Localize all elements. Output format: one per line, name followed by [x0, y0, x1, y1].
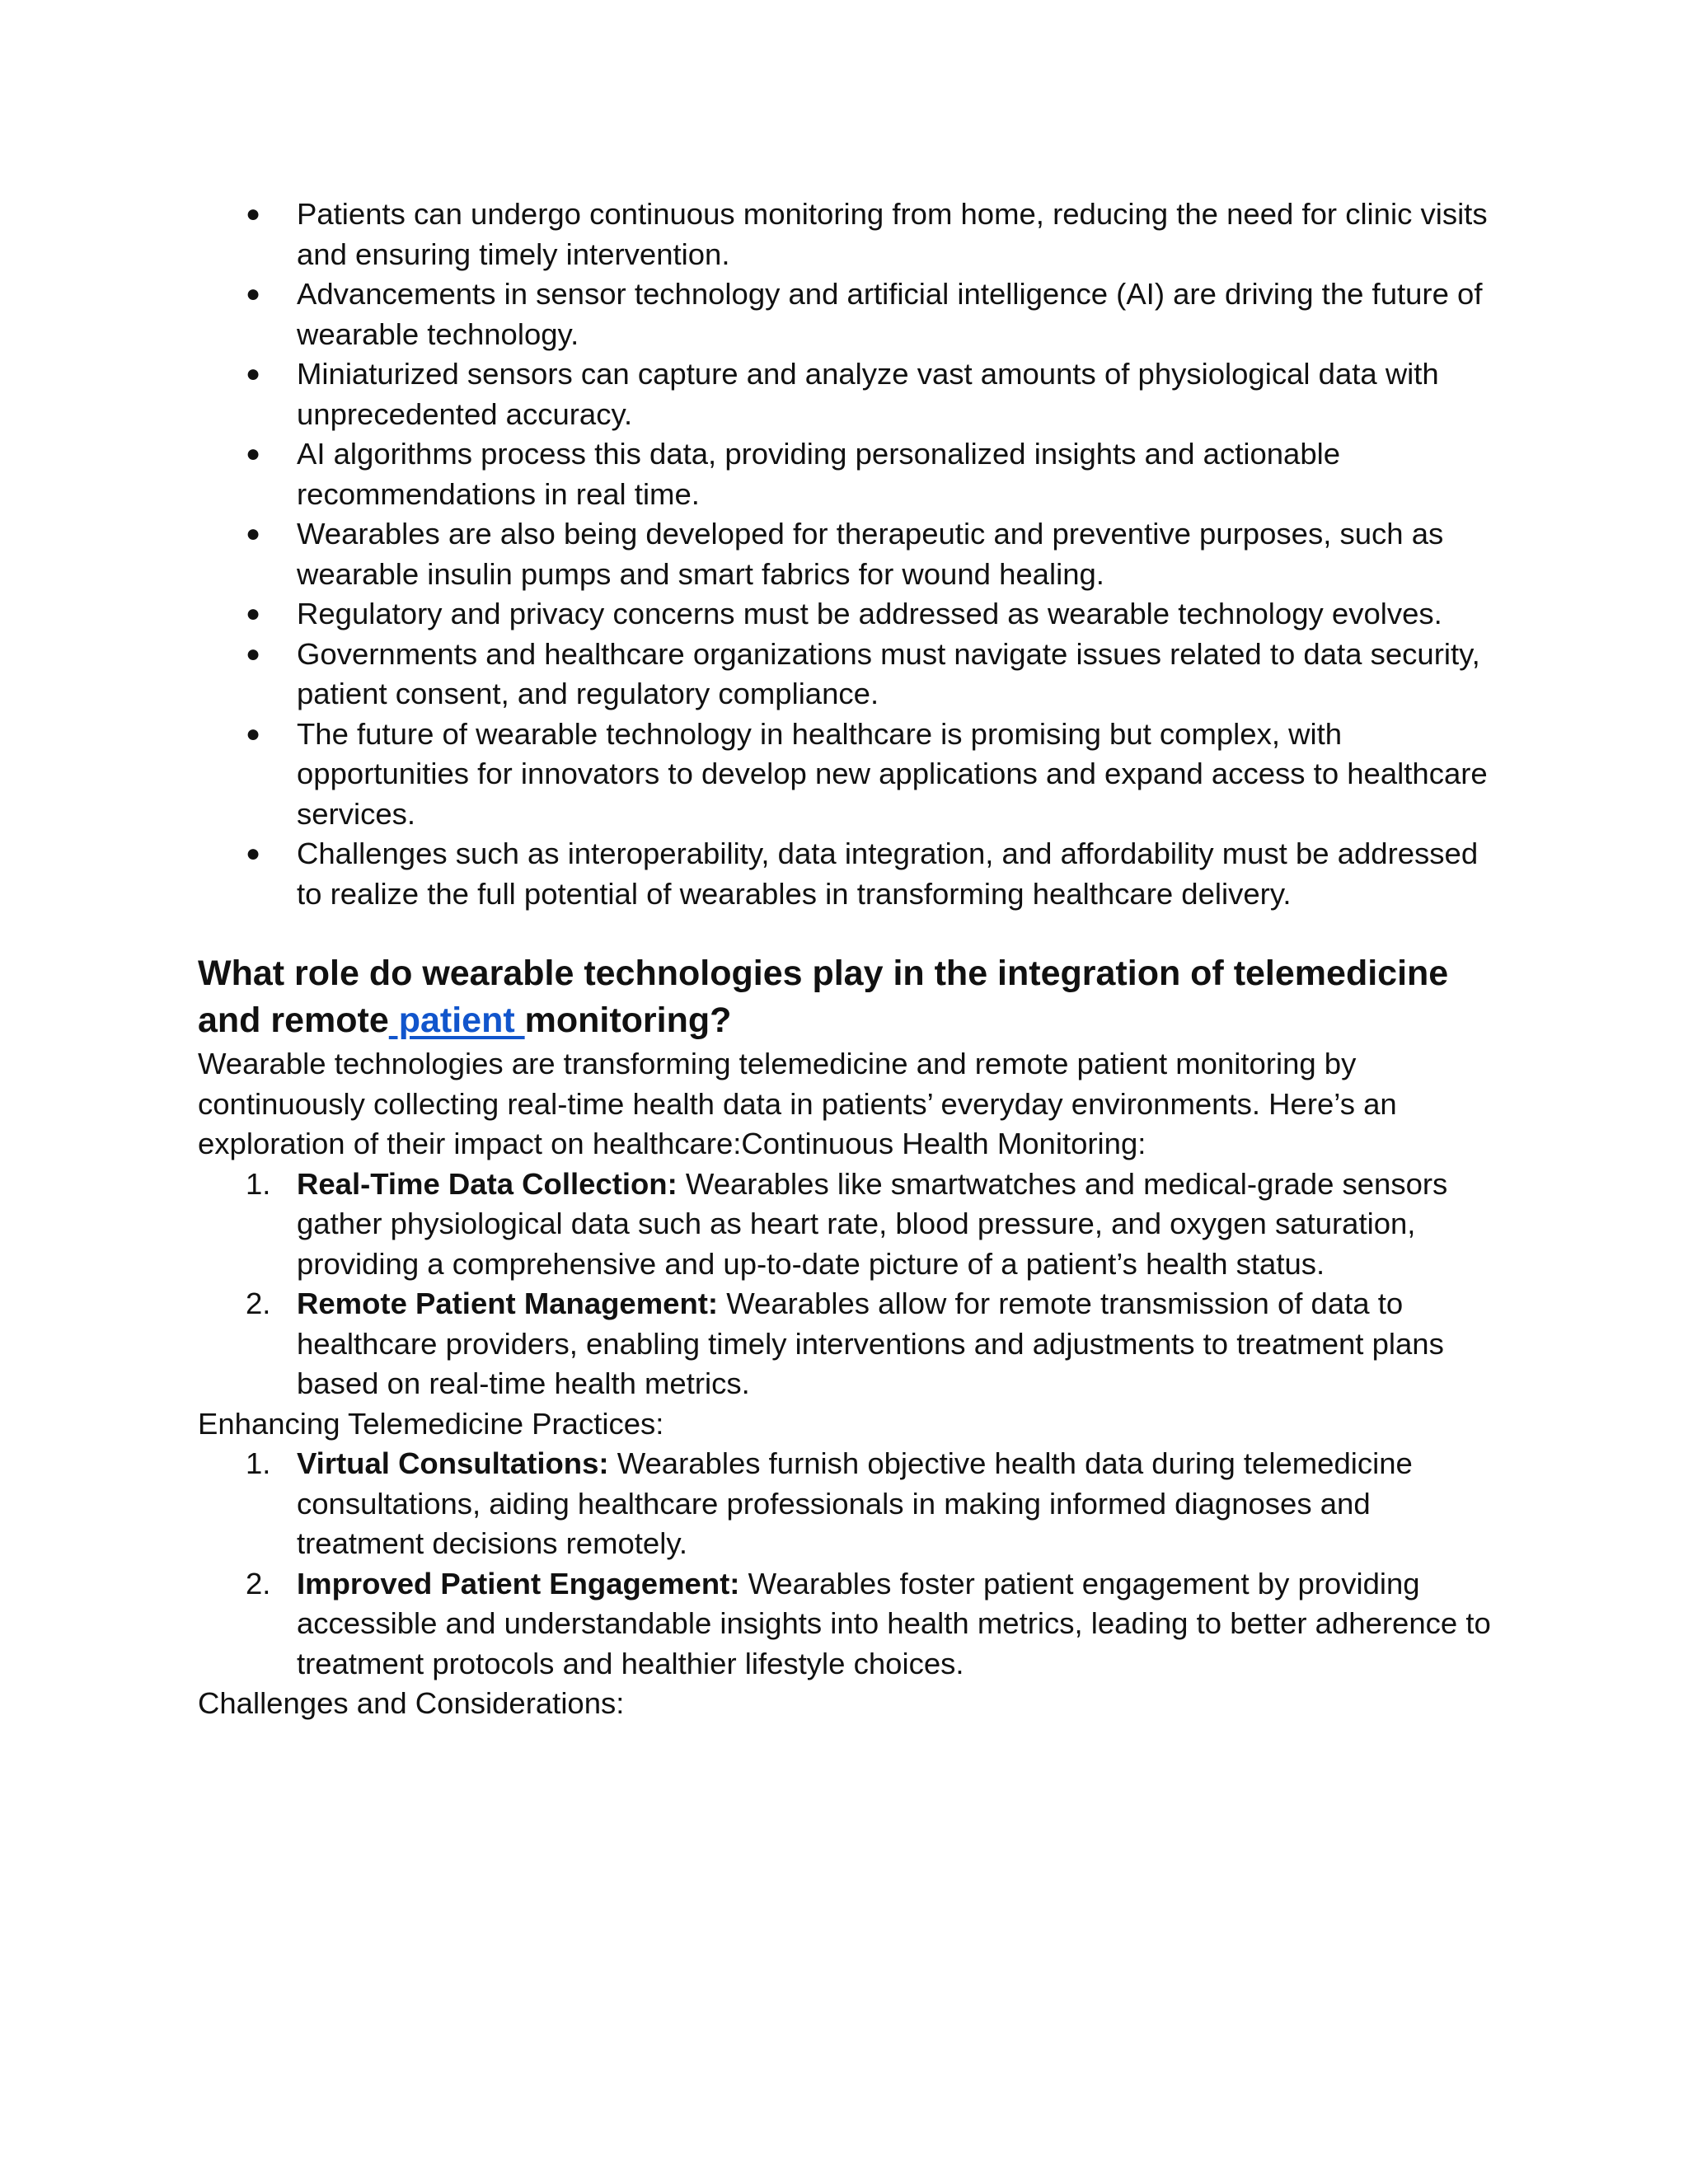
telemedicine-list	[198, 1444, 1500, 1684]
list-item	[198, 1165, 1500, 1285]
monitoring-list	[198, 1165, 1500, 1404]
heading-text-before: What role do wearable technologies play in the integration of telemedicine and remote	[198, 954, 1449, 1040]
item-text: Wearables allow for remote transmission of data to healthcare providers, enabling timely interventions and adjustments to treatment plans based on real-time health metrics.	[297, 1286, 1444, 1400]
bullet-text: Challenges such as interoperability, data integration, and affordability must be addressed to realize the full potential of wearables in transforming healthcare delivery.	[297, 837, 1479, 911]
item-text: Wearables foster patient engagement by providing accessible and understandable insights into health metrics, leading to better adherence to treatment protocols and healthier lifestyle choices.	[297, 1566, 1491, 1680]
list-item	[198, 1444, 1500, 1564]
list-number: 1.	[246, 1166, 271, 1201]
document-page	[198, 194, 1500, 1724]
list-number: 1.	[246, 1446, 271, 1480]
list-item	[198, 1564, 1500, 1685]
list-item	[198, 1284, 1500, 1404]
bullet-text: Patients can undergo continuous monitoring from home, reducing the need for clinic visits and ensuring timely intervention.	[297, 197, 1488, 271]
patient-link[interactable]: patient	[388, 1001, 525, 1040]
list-number: 2.	[246, 1286, 271, 1320]
bullet-text: Regulatory and privacy concerns must be addressed as wearable technology evolves.	[297, 597, 1442, 630]
bullet-marker: ●	[246, 360, 261, 387]
bullet-text: AI algorithms process this data, providing personalized insights and actionable recommendations in real time.	[297, 437, 1341, 511]
bullet-text: Advancements in sensor technology and artificial intelligence (AI) are driving the future of wearable technology.	[297, 277, 1483, 351]
list-item	[198, 594, 1500, 635]
item-label: Real-Time Data Collection:	[297, 1166, 678, 1201]
section-heading	[198, 950, 1500, 1044]
bullet-text: Governments and healthcare organizations must navigate issues related to data security, patient consent, and regulatory compliance.	[297, 636, 1480, 710]
item-text: Wearables like smartwatches and medical-grade sensors gather physiological data such as heart rate, blood pressure, and oxygen saturation, providing a comprehensive and up-to-date picture of a patient’s health status.	[297, 1166, 1448, 1281]
bullet-marker: ●	[246, 280, 261, 307]
bullet-text: The future of wearable technology in healthcare is promising but complex, with opportunities for innovators to develop new applications and expand access to healthcare services.	[297, 716, 1488, 831]
bullet-text: Wearables are also being developed for therapeutic and preventive purposes, such as wearable insulin pumps and smart fabrics for wound healing.	[297, 517, 1444, 591]
list-item	[198, 834, 1500, 914]
bullet-marker: ●	[246, 600, 261, 627]
list-item	[198, 434, 1500, 514]
bullet-marker: ●	[246, 840, 261, 867]
subheading-telemedicine: Enhancing Telemedicine Practices:	[198, 1406, 664, 1441]
item-label: Improved Patient Engagement:	[297, 1566, 740, 1601]
item-label: Virtual Consultations:	[297, 1446, 609, 1480]
bullet-marker: ●	[246, 719, 261, 748]
list-item	[198, 514, 1500, 594]
bullet-marker: ●	[246, 200, 261, 227]
list-item	[198, 715, 1500, 835]
list-item	[198, 635, 1500, 715]
bullet-marker: ●	[246, 440, 261, 467]
intro-paragraph: Wearable technologies are transforming telemedicine and remote patient monitoring by continuously collecting real-time health data in patients’ everyday environments. Here’s an exploration of their impact on healthcare:Continuous Health Monitoring:	[198, 1047, 1397, 1160]
heading-text-after: monitoring?	[524, 1001, 732, 1040]
list-item	[198, 194, 1500, 274]
item-label: Remote Patient Management:	[297, 1286, 719, 1320]
list-number: 2.	[246, 1566, 271, 1601]
item-text: Wearables furnish objective health data during telemedicine consultations, aiding healthcare professionals in making informed diagnoses and treatment decisions remotely.	[297, 1446, 1413, 1560]
list-item	[198, 354, 1500, 434]
list-item	[198, 274, 1500, 354]
bullet-text: Miniaturized sensors can capture and analyze vast amounts of physiological data with unprecedented accuracy.	[297, 357, 1439, 431]
bullet-marker: ●	[246, 640, 261, 668]
bullet-list	[198, 194, 1500, 914]
subheading-challenges: Challenges and Considerations:	[198, 1686, 625, 1720]
bullet-marker: ●	[246, 520, 261, 547]
